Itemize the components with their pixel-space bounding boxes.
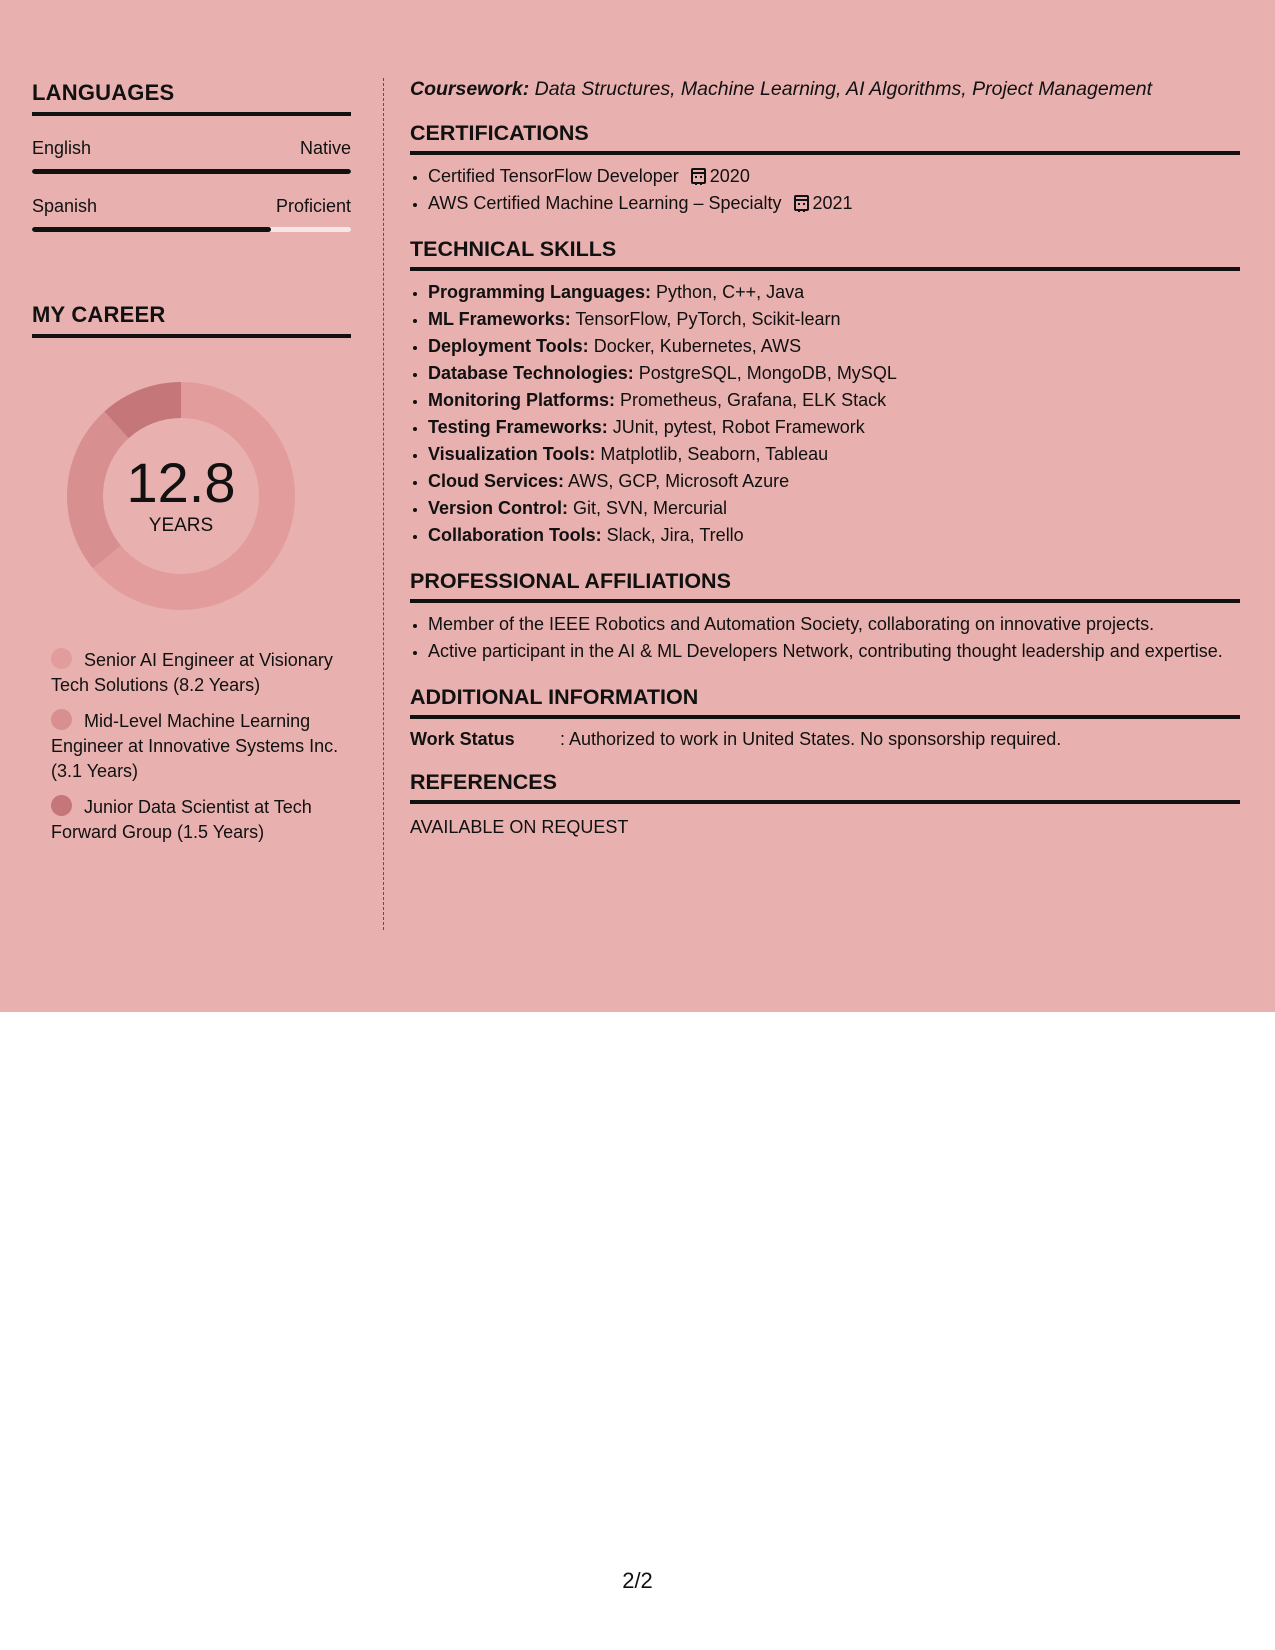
language-item: [32, 196, 351, 232]
certification-year: 2020: [709, 166, 750, 186]
skill-item: [428, 360, 1240, 387]
donut-center: [65, 380, 297, 612]
references-section: [410, 770, 1240, 838]
certifications-section: [410, 121, 1240, 217]
skill-value: Python, C++, Java: [651, 282, 805, 302]
affiliations-section: [410, 569, 1240, 665]
section-rule: [410, 715, 1240, 719]
skill-value: Docker, Kubernetes, AWS: [588, 336, 802, 356]
skill-item: [428, 333, 1240, 360]
skills-section: [410, 237, 1240, 549]
calendar-icon: [691, 168, 706, 184]
certification-item: [428, 163, 1240, 190]
skill-label: Testing Frameworks:: [428, 417, 608, 437]
skill-value: Git, SVN, Mercurial: [568, 498, 728, 518]
additional-info-section: [410, 685, 1240, 750]
certification-year: 2021: [812, 193, 853, 213]
skill-label: Visualization Tools:: [428, 444, 596, 464]
section-rule: [410, 599, 1240, 603]
skill-label: Programming Languages:: [428, 282, 652, 302]
references-text: AVAILABLE ON REQUEST: [410, 817, 629, 837]
skill-item: [428, 468, 1240, 495]
language-proficiency-bar: [32, 227, 351, 232]
career-item-label: Junior Data Scientist at Tech Forward Group (1.5 Years): [51, 797, 312, 842]
section-rule: [410, 151, 1240, 155]
languages-title: LANGUAGES: [32, 80, 175, 105]
work-status-value: : Authorized to work in United States. No sponsorship required.: [560, 729, 1062, 749]
language-level: Native: [299, 138, 351, 158]
skill-item: [428, 414, 1240, 441]
section-rule: [410, 267, 1240, 271]
skill-value: TensorFlow, PyTorch, Scikit-learn: [570, 309, 841, 329]
skill-item: [428, 441, 1240, 468]
language-item: [32, 138, 351, 174]
skill-item: [428, 495, 1240, 522]
certification-name: Certified TensorFlow Developer: [428, 166, 679, 186]
language-proficiency-fill: [32, 169, 351, 174]
skills-title: TECHNICAL SKILLS: [410, 237, 617, 261]
skill-value: PostgreSQL, MongoDB, MySQL: [633, 363, 897, 383]
coursework-label: Coursework:: [410, 78, 530, 100]
career-donut-chart: [65, 380, 297, 612]
career-legend: [32, 648, 351, 845]
skill-item: [428, 306, 1240, 333]
skill-item: [428, 522, 1240, 549]
coursework-line: [410, 78, 1240, 101]
career-total-unit: YEARS: [148, 515, 214, 536]
language-proficiency-fill: [32, 227, 271, 232]
language-proficiency-bar: [32, 169, 351, 174]
page-number: 2/2: [622, 1568, 653, 1593]
skill-value: Slack, Jira, Trello: [601, 525, 744, 545]
coursework-text: Data Structures, Machine Learning, AI Algorithms, Project Management: [529, 78, 1153, 100]
section-rule: [32, 112, 351, 116]
skill-item: [428, 387, 1240, 414]
career-item-label: Mid-Level Machine Learning Engineer at Innovative Systems Inc. (3.1 Years): [51, 711, 339, 781]
skill-label: ML Frameworks:: [428, 309, 571, 329]
skill-label: Database Technologies:: [428, 363, 634, 383]
skill-item: [428, 279, 1240, 306]
career-item: [51, 648, 351, 698]
career-dot-icon: [51, 709, 72, 730]
skill-label: Deployment Tools:: [428, 336, 589, 356]
skill-value: Prometheus, Grafana, ELK Stack: [615, 390, 887, 410]
calendar-icon: [794, 195, 809, 211]
certification-item: [428, 190, 1240, 217]
references-title: REFERENCES: [410, 770, 557, 794]
right-column: [410, 78, 1240, 838]
career-item-label: Senior AI Engineer at Visionary Tech Solutions (8.2 Years): [51, 650, 333, 695]
work-status-row: [410, 729, 1240, 750]
skill-label: Collaboration Tools:: [428, 525, 602, 545]
skill-value: Matplotlib, Seaborn, Tableau: [595, 444, 829, 464]
career-item: [51, 795, 351, 845]
career-item: [51, 709, 351, 784]
skill-label: Version Control:: [428, 498, 569, 518]
skill-label: Monitoring Platforms:: [428, 390, 615, 410]
skill-value: JUnit, pytest, Robot Framework: [607, 417, 865, 437]
column-divider: [383, 78, 384, 930]
career-dot-icon: [51, 795, 72, 816]
skill-label: Cloud Services:: [428, 471, 565, 491]
section-rule: [32, 334, 351, 338]
language-level: Proficient: [275, 196, 351, 216]
certification-name: AWS Certified Machine Learning – Specialty: [428, 193, 782, 213]
career-dot-icon: [51, 648, 72, 669]
affiliation-item: • Active participant in the AI & ML Developers Network, contributing thought leadership and expertise.: [428, 638, 1240, 665]
work-status-label: Work Status: [410, 729, 515, 749]
languages-section: [32, 80, 351, 232]
section-rule: [410, 800, 1240, 804]
skill-value: AWS, GCP, Microsoft Azure: [564, 471, 790, 491]
career-total-years: 12.8: [126, 451, 236, 514]
career-section: [32, 302, 351, 845]
language-name: English: [32, 138, 92, 158]
career-title: MY CAREER: [32, 302, 166, 327]
affiliations-title: PROFESSIONAL AFFILIATIONS: [410, 569, 731, 593]
language-name: Spanish: [32, 196, 98, 216]
affiliation-item: • Member of the IEEE Robotics and Automation Society, collaborating on innovative projects.: [428, 611, 1240, 638]
additional-info-title: ADDITIONAL INFORMATION: [410, 685, 699, 709]
left-column: [32, 80, 351, 856]
certifications-title: CERTIFICATIONS: [410, 121, 589, 145]
